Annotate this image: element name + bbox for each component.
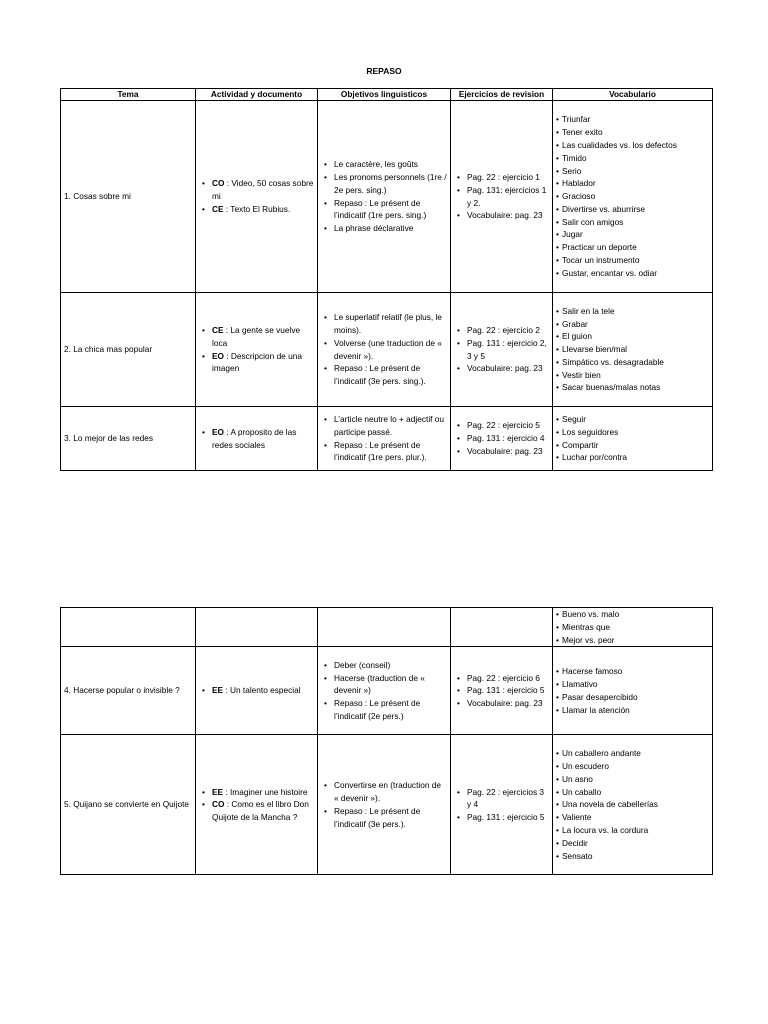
actividad-type: EO	[212, 426, 224, 437]
header-row	[61, 89, 713, 101]
document-title: REPASO	[366, 66, 402, 76]
objetivos-cell	[318, 293, 451, 407]
header-tema: Tema	[61, 89, 196, 101]
vocabulario-item: • Decidir	[556, 837, 709, 850]
vocabulario-item: • Un asno	[556, 773, 709, 786]
actividad-text: : Un talento especial	[223, 685, 301, 696]
vocabulario-item: • Salir con amigos	[556, 216, 709, 229]
vocabulario-item: • Valiente	[556, 811, 709, 824]
actividad-item	[199, 203, 314, 216]
table-row	[61, 101, 713, 293]
ejercicio-list	[454, 419, 549, 457]
vocabulario-item: • El guion	[556, 330, 709, 343]
review-table-2	[60, 607, 713, 875]
objetivos-cell	[318, 735, 451, 875]
vocabulario-list	[556, 413, 709, 464]
objetivo-item: • Repaso : Le présent de l’indicatif (3e pers.).	[321, 805, 447, 831]
vocabulario-item: • Una novela de cabellerías	[556, 798, 709, 811]
vocabulario-item: • Luchar por/contra	[556, 451, 709, 464]
table-row	[61, 647, 713, 735]
ejercicios-cell	[451, 293, 553, 407]
objetivo-list	[321, 659, 447, 723]
vocabulario-item: • Triunfar	[556, 113, 709, 126]
actividad-list	[199, 786, 314, 824]
header-vocabulario: Vocabulario	[553, 89, 713, 101]
ejercicio-item: • Pag. 131 : ejercicio 5	[454, 811, 549, 824]
vocabulario-item: • Jugar	[556, 228, 709, 241]
actividad-list	[199, 426, 314, 452]
actividad-item	[199, 786, 314, 799]
actividad-cell	[196, 735, 318, 875]
vocabulario-item: • Mejor vs. peor	[556, 634, 709, 647]
objetivo-list	[321, 311, 447, 388]
vocabulario-item: • Hablador	[556, 177, 709, 190]
actividad-cell	[196, 647, 318, 735]
vocabulario-item: • Sacar buenas/malas notas	[556, 381, 709, 394]
vocabulario-list	[556, 608, 709, 646]
actividad-type: CE	[212, 324, 224, 335]
ejercicios-cell	[451, 735, 553, 875]
tema-cell: 3. Lo mejor de las redes	[61, 407, 196, 471]
ejercicio-item: • Pag. 131: ejercicios 1 y 2.	[454, 184, 549, 210]
actividad-list	[199, 684, 314, 697]
vocabulario-cell	[553, 608, 713, 647]
actividad-text: : Video, 50 cosas sobre mi	[212, 178, 314, 202]
vocabulario-item: • Las cualidades vs. los defectos	[556, 139, 709, 152]
objetivo-item: • La phrase déclarative	[321, 222, 447, 235]
tema-cell: 1. Cosas sobre mi	[61, 101, 196, 293]
objetivo-item: • Le superlatif relatif (le plus, le moins).	[321, 311, 447, 337]
actividad-text: : La gente se vuelve loca	[212, 324, 301, 348]
actividad-type: CO	[212, 799, 225, 810]
header-ejercicios: Ejercicios de revision	[451, 89, 553, 101]
actividad-item	[199, 426, 314, 452]
ejercicio-item: • Vocabulaire: pag. 23	[454, 362, 549, 375]
vocabulario-item: • Serio	[556, 165, 709, 178]
ejercicio-item: • Vocabulaire: pag. 23	[454, 697, 549, 710]
ejercicio-item: • Vocabulaire: pag. 23	[454, 209, 549, 222]
objetivo-item: • Repaso : Le présent de l’indicatif (1re pers. plur.).	[321, 439, 447, 465]
ejercicios-cell	[451, 407, 553, 471]
ejercicio-item: • Pag. 131 : ejercicio 2, 3 y 5	[454, 337, 549, 363]
vocabulario-item: • Simpático vs. desagradable	[556, 356, 709, 369]
objetivo-item: • Deber (conseil)	[321, 659, 447, 672]
vocabulario-item: • Seguir	[556, 413, 709, 426]
objetivo-item: • Les pronoms personnels (1re / 2e pers. sing.)	[321, 171, 447, 197]
objetivo-item: • Repaso : Le présent de l’indicatif (3e pers. sing.).	[321, 362, 447, 388]
ejercicio-item: • Pag. 22 : ejercicios 3 y 4	[454, 786, 549, 812]
ejercicio-list	[454, 171, 549, 222]
ejercicio-item: • Pag. 22 : ejercicio 2	[454, 324, 549, 337]
empty-cell	[451, 608, 553, 647]
ejercicio-list	[454, 786, 549, 824]
objetivo-list	[321, 779, 447, 830]
ejercicios-cell	[451, 101, 553, 293]
actividad-item	[199, 798, 314, 824]
vocabulario-list	[556, 665, 709, 716]
objetivo-item: • L’article neutre lo + adjectif ou participe passé.	[321, 413, 447, 439]
vocabulario-item: • Llevarse bien/mal	[556, 343, 709, 356]
actividad-list	[199, 177, 314, 215]
ejercicio-list	[454, 672, 549, 710]
ejercicio-item: • Pag. 22 : ejercicio 5	[454, 419, 549, 432]
table-row	[61, 293, 713, 407]
actividad-item	[199, 324, 314, 350]
vocabulario-list	[556, 305, 709, 395]
ejercicio-item: • Pag. 131 : ejercicio 5	[454, 684, 549, 697]
actividad-item	[199, 684, 314, 697]
ejercicio-item: • Vocabulaire: pag. 23	[454, 445, 549, 458]
actividad-cell	[196, 293, 318, 407]
ejercicio-list	[454, 324, 549, 375]
table-row	[61, 407, 713, 471]
vocabulario-item: • Grabar	[556, 318, 709, 331]
actividad-text: : Texto El Rubius.	[223, 203, 291, 214]
vocabulario-list	[556, 113, 709, 279]
objetivos-cell	[318, 647, 451, 735]
objetivos-cell	[318, 407, 451, 471]
vocabulario-cell	[553, 407, 713, 471]
review-table-1	[60, 88, 713, 471]
objetivo-item: • Repaso : Le présent de l’indicatif (2e pers.)	[321, 697, 447, 723]
actividad-type: EE	[212, 786, 224, 797]
actividad-type: CE	[212, 203, 224, 214]
actividad-cell	[196, 407, 318, 471]
actividad-text: : A proposito de las redes sociales	[212, 426, 297, 450]
objetivo-item: • Repaso : Le présent de l’indicatif (1re pers. sing.)	[321, 197, 447, 223]
ejercicio-item: • Pag. 131 : ejercicio 4	[454, 432, 549, 445]
vocabulario-item: • La locura vs. la cordura	[556, 824, 709, 837]
actividad-type: EO	[212, 350, 224, 361]
vocabulario-item: • Pasar desapercibido	[556, 691, 709, 704]
ejercicio-item: • Pag. 22 : ejercicio 1	[454, 171, 549, 184]
objetivo-item: • Hacerse (traduction de « devenir »)	[321, 672, 447, 698]
vocabulario-item: • Un escudero	[556, 760, 709, 773]
tema-cell: 2. La chica mas popular	[61, 293, 196, 407]
vocabulario-item: • Gracioso	[556, 190, 709, 203]
empty-cell	[318, 608, 451, 647]
continuation-row	[61, 608, 713, 647]
vocabulario-cell	[553, 647, 713, 735]
vocabulario-item: • Tener exito	[556, 126, 709, 139]
vocabulario-item: • Mientras que	[556, 621, 709, 634]
tema-cell: 5. Quijano se convierte en Quijote	[61, 735, 196, 875]
vocabulario-item: • Timido	[556, 152, 709, 165]
empty-cell	[196, 608, 318, 647]
ejercicios-cell	[451, 647, 553, 735]
header-actividad: Actividad y documento	[196, 89, 318, 101]
actividad-item	[199, 350, 314, 376]
table-row	[61, 735, 713, 875]
vocabulario-item: • Llamar la atención	[556, 704, 709, 717]
vocabulario-item: • Hacerse famoso	[556, 665, 709, 678]
actividad-type: EE	[212, 685, 224, 696]
vocabulario-item: • Tocar un instrumento	[556, 254, 709, 267]
actividad-list	[199, 324, 314, 375]
tema-cell: 4. Hacerse popular o invisible ?	[61, 647, 196, 735]
vocabulario-item: • Un caballo	[556, 786, 709, 799]
header-objetivos: Objetivos linguisticos	[318, 89, 451, 101]
objetivos-cell	[318, 101, 451, 293]
vocabulario-item: • Un caballero andante	[556, 747, 709, 760]
objetivo-item: • Le caractère, les goûts	[321, 158, 447, 171]
objetivo-list	[321, 158, 447, 235]
vocabulario-item: • Vestir bien	[556, 369, 709, 382]
actividad-cell	[196, 101, 318, 293]
vocabulario-item: • Divertirse vs. aburrirse	[556, 203, 709, 216]
vocabulario-list	[556, 747, 709, 862]
objetivo-item: • Volverse (une traduction de « devenir »).	[321, 337, 447, 363]
ejercicio-item: • Pag. 22 : ejercicio 6	[454, 672, 549, 685]
actividad-type: CO	[212, 178, 225, 189]
actividad-text: : Descripcion de una imagen	[212, 350, 302, 374]
vocabulario-item: • Llamativo	[556, 678, 709, 691]
vocabulario-item: • Compartir	[556, 439, 709, 452]
objetivo-list	[321, 413, 447, 464]
vocabulario-item: • Salir en la tele	[556, 305, 709, 318]
objetivo-item: • Convertirse en (traduction de « devenir »).	[321, 779, 447, 805]
actividad-text: : Como es el libro Don Quijote de la Mancha ?	[212, 799, 309, 823]
vocabulario-cell	[553, 293, 713, 407]
vocabulario-cell	[553, 101, 713, 293]
actividad-text: : Imaginer une histoire	[223, 786, 308, 797]
vocabulario-cell	[553, 735, 713, 875]
empty-cell	[61, 608, 196, 647]
vocabulario-item: • Bueno vs. malo	[556, 608, 709, 621]
vocabulario-item: • Gustar, encantar vs. odiar	[556, 267, 709, 280]
actividad-item	[199, 177, 314, 203]
vocabulario-item: • Los seguidores	[556, 426, 709, 439]
vocabulario-item: • Sensato	[556, 850, 709, 863]
vocabulario-item: • Practicar un deporte	[556, 241, 709, 254]
